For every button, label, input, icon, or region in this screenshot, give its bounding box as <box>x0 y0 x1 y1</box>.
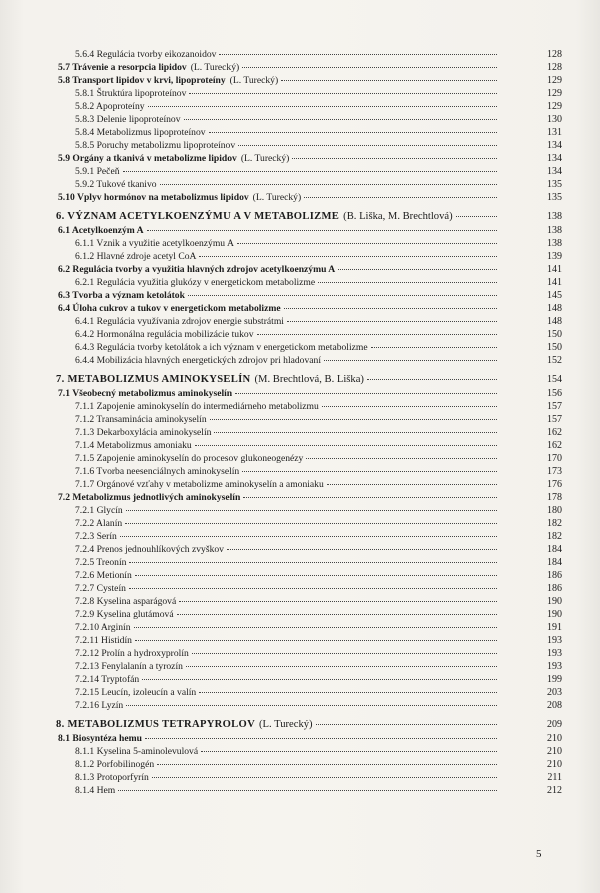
dot-leader <box>371 347 497 348</box>
toc-entry-page: 138 <box>547 225 562 236</box>
dot-leader <box>210 419 497 420</box>
toc-subsection <box>0 126 600 139</box>
page-number: 5 <box>536 848 542 860</box>
toc-subsection <box>0 439 600 452</box>
dot-leader <box>160 184 497 185</box>
toc-entry-page: 203 <box>547 687 562 698</box>
toc-entry-title: 7.2.4 Prenos jednouhlíkových zvyškov <box>75 544 224 555</box>
dot-leader <box>186 666 497 667</box>
toc-entry-title: 7.2.13 Fenylalanín a tyrozín <box>75 661 183 672</box>
dot-leader <box>195 445 497 446</box>
dot-leader <box>322 406 497 407</box>
toc-entry-title: 7.2.2 Alanín <box>75 518 123 529</box>
toc-entry-title: 6.1.2 Hlavné zdroje acetyl CoA <box>75 251 197 262</box>
toc-entry-title: 5.10 Vplyv hormónov na metabolizmus lipidov <box>58 192 249 203</box>
toc-subsection <box>0 673 600 686</box>
toc-entry-page: 130 <box>547 114 562 125</box>
toc-entry-page: 134 <box>547 153 562 164</box>
toc-entry-page: 182 <box>547 531 562 542</box>
toc-entry-page: 186 <box>547 583 562 594</box>
dot-leader <box>237 243 497 244</box>
toc-entry-title: 7.2.8 Kyselina asparágová <box>75 596 177 607</box>
toc-subsection <box>0 113 600 126</box>
toc-entry-page: 193 <box>547 648 562 659</box>
dot-leader <box>152 777 497 778</box>
dot-leader <box>338 269 497 270</box>
toc-entry-page: 173 <box>547 466 562 477</box>
toc-entry-page: 134 <box>547 140 562 151</box>
toc-entry-title: 7.2.7 Cysteín <box>75 583 126 594</box>
toc-section <box>0 387 600 400</box>
toc-entry-page: 129 <box>547 88 562 99</box>
toc-entry-title: 7.1.1 Zapojenie aminokyselín do intermediárneho metabolizmu <box>75 401 319 412</box>
toc-entry-title: 6.1.1 Vznik a využitie acetylkoenzýmu A <box>75 238 234 249</box>
dot-leader <box>242 67 497 68</box>
dot-leader <box>324 360 497 361</box>
dot-leader <box>157 764 497 765</box>
toc-entry-page: 210 <box>547 759 562 770</box>
toc-entry-page: 157 <box>547 414 562 425</box>
toc-entry-page: 210 <box>547 733 562 744</box>
dot-leader <box>227 549 497 550</box>
toc-subsection <box>0 758 600 771</box>
toc-entry-page: 193 <box>547 661 562 672</box>
dot-leader <box>192 653 497 654</box>
toc-entry-page: 184 <box>547 557 562 568</box>
toc-entry-page: 135 <box>547 192 562 203</box>
dot-leader <box>327 484 497 485</box>
toc-entry-page: 191 <box>547 622 562 633</box>
toc-entry-title: 7.2.1 Glycín <box>75 505 123 516</box>
toc-entry-page: 199 <box>547 674 562 685</box>
toc-subsection <box>0 178 600 191</box>
toc-entry-authors: (L. Turecký) <box>259 719 313 730</box>
toc-subsection <box>0 543 600 556</box>
dot-leader <box>281 80 497 81</box>
toc-subsection <box>0 413 600 426</box>
toc-entry-title: 7.2.10 Arginín <box>75 622 131 633</box>
toc-entry-page: 128 <box>547 62 562 73</box>
toc-entry-page: 210 <box>547 746 562 757</box>
dot-leader <box>316 724 497 725</box>
dot-leader <box>199 692 497 693</box>
toc-subsection <box>0 237 600 250</box>
toc-subsection <box>0 452 600 465</box>
toc-entry-page: 154 <box>547 374 562 385</box>
toc-subsection <box>0 139 600 152</box>
toc-entry-title: 6.4.2 Hormonálna regulácia mobilizácie tukov <box>75 329 254 340</box>
toc-entry-page: 138 <box>547 211 562 222</box>
toc-entry-page: 211 <box>547 772 562 783</box>
toc-entry-title: 7.1.6 Tvorba neesenciálnych aminokyselín <box>75 466 240 477</box>
dot-leader <box>292 158 497 159</box>
toc-entry-title: 6.2.1 Regulácia využitia glukózy v energetickom metabolizme <box>75 277 316 288</box>
toc-section <box>0 491 600 504</box>
toc-entry-title: 5.7 Trávenie a resorpcia lipidov <box>58 62 187 73</box>
toc-subsection <box>0 569 600 582</box>
dot-leader <box>242 471 497 472</box>
toc-section <box>0 191 600 204</box>
toc-entry-title: 6.2 Regulácia tvorby a využitia hlavných zdrojov acetylkoenzýmu A <box>58 264 336 275</box>
toc-subsection <box>0 341 600 354</box>
dot-leader <box>118 790 497 791</box>
dot-leader <box>147 230 497 231</box>
toc-entry-page: 180 <box>547 505 562 516</box>
dot-leader <box>177 614 497 615</box>
dot-leader <box>123 171 498 172</box>
toc-section <box>0 263 600 276</box>
dot-leader <box>188 295 497 296</box>
toc-entry-page: 170 <box>547 453 562 464</box>
dot-leader <box>189 93 497 94</box>
dot-leader <box>456 216 497 217</box>
toc-entry-page: 141 <box>547 264 562 275</box>
toc-subsection <box>0 556 600 569</box>
dot-leader <box>199 256 497 257</box>
toc-entry-page: 138 <box>547 238 562 249</box>
toc-entry-title: 7.1.2 Transaminácia aminokyselín <box>75 414 207 425</box>
toc-chapter <box>0 372 600 387</box>
toc-entry-title: 8.1.1 Kyselina 5-aminolevulová <box>75 746 199 757</box>
toc-entry-title: 5.8 Transport lipidov v krvi, lipoproteíny <box>58 75 226 86</box>
dot-leader <box>284 308 497 309</box>
toc-section <box>0 61 600 74</box>
toc-subsection <box>0 48 600 61</box>
toc-section <box>0 74 600 87</box>
dot-leader <box>238 145 497 146</box>
toc-entry-page: 150 <box>547 342 562 353</box>
dot-leader <box>179 601 497 602</box>
toc-subsection <box>0 699 600 712</box>
toc-subsection <box>0 465 600 478</box>
toc-subsection <box>0 660 600 673</box>
toc-entry-title: 8.1 Biosyntéza hemu <box>58 733 142 744</box>
dot-leader <box>304 197 497 198</box>
toc-entry-authors: (M. Brechtlová, B. Liška) <box>254 374 364 385</box>
toc-entry-page: 152 <box>547 355 562 366</box>
toc-entry-page: 209 <box>547 719 562 730</box>
toc-entry-title: 6.1 Acetylkoenzým A <box>58 225 144 236</box>
toc-subsection <box>0 165 600 178</box>
toc-chapter <box>0 209 600 224</box>
toc-entry-authors: (L. Turecký) <box>240 153 290 164</box>
toc-entry-page: 162 <box>547 440 562 451</box>
toc-entry-title: 7.1 Všeobecný metabolizmus aminokyselín <box>58 388 233 399</box>
toc-entry-page: 131 <box>547 127 562 138</box>
toc-subsection <box>0 354 600 367</box>
toc-entry-title: 8. METABOLIZMUS TETRAPYROLOV <box>56 719 256 730</box>
toc-entry-title: 7.2.9 Kyselina glutámová <box>75 609 174 620</box>
toc-entry-title: 6.3 Tvorba a význam ketolátok <box>58 290 185 301</box>
toc-entry-page: 178 <box>547 492 562 503</box>
toc-entry-title: 7.1.3 Dekarboxylácia aminokyselín <box>75 427 212 438</box>
toc-subsection <box>0 100 600 113</box>
dot-leader <box>287 321 497 322</box>
dot-leader <box>184 119 497 120</box>
dot-leader <box>201 751 497 752</box>
dot-leader <box>148 106 497 107</box>
toc-entry-page: 186 <box>547 570 562 581</box>
toc-entry-title: 7.1.5 Zapojenie aminokyselín do procesov glukoneogenézy <box>75 453 304 464</box>
dot-leader <box>125 523 497 524</box>
toc-chapter <box>0 717 600 732</box>
toc-subsection <box>0 530 600 543</box>
toc-subsection <box>0 328 600 341</box>
dot-leader <box>306 458 497 459</box>
toc-entry-page: 212 <box>547 785 562 796</box>
toc-entry-page: 182 <box>547 518 562 529</box>
toc-entry-page: 148 <box>547 316 562 327</box>
toc-entry-page: 135 <box>547 179 562 190</box>
toc-entry-page: 129 <box>547 101 562 112</box>
toc-entry-page: 208 <box>547 700 562 711</box>
table-of-contents <box>0 48 600 797</box>
toc-entry-page: 176 <box>547 479 562 490</box>
toc-entry-page: 184 <box>547 544 562 555</box>
toc-entry-page: 128 <box>547 49 562 60</box>
toc-subsection <box>0 250 600 263</box>
toc-subsection <box>0 608 600 621</box>
toc-entry-title: 5.9 Orgány a tkanivá v metabolizme lipidov <box>58 153 237 164</box>
dot-leader <box>145 738 497 739</box>
dot-leader <box>209 132 497 133</box>
toc-subsection <box>0 582 600 595</box>
toc-section <box>0 152 600 165</box>
toc-entry-authors: (B. Liška, M. Brechtlová) <box>343 211 453 222</box>
dot-leader <box>135 640 497 641</box>
toc-entry-title: 7.2.15 Leucín, izoleucín a valín <box>75 687 197 698</box>
dot-leader <box>126 510 497 511</box>
dot-leader <box>126 705 497 706</box>
toc-subsection <box>0 504 600 517</box>
dot-leader <box>243 497 497 498</box>
dot-leader <box>142 679 497 680</box>
toc-subsection <box>0 595 600 608</box>
toc-entry-authors: (L. Turecký) <box>229 75 279 86</box>
toc-entry-title: 6. VÝZNAM ACETYLKOENZÝMU A V METABOLIZME <box>56 211 340 222</box>
toc-section <box>0 302 600 315</box>
toc-entry-page: 141 <box>547 277 562 288</box>
toc-entry-page: 162 <box>547 427 562 438</box>
toc-entry-page: 129 <box>547 75 562 86</box>
toc-subsection <box>0 621 600 634</box>
toc-entry-title: 6.4.4 Mobilizácia hlavných energetických zdrojov pri hladovaní <box>75 355 321 366</box>
toc-section <box>0 224 600 237</box>
toc-subsection <box>0 634 600 647</box>
toc-section <box>0 289 600 302</box>
toc-section <box>0 732 600 745</box>
dot-leader <box>129 562 497 563</box>
toc-entry-title: 7. METABOLIZMUS AMINOKYSELÍN <box>56 374 251 385</box>
toc-entry-title: 7.2.5 Treonín <box>75 557 127 568</box>
toc-entry-title: 5.8.5 Poruchy metabolizmu lipoproteínov <box>75 140 236 151</box>
toc-entry-title: 7.2.3 Serín <box>75 531 117 542</box>
toc-entry-title: 7.1.4 Metabolizmus amoniaku <box>75 440 192 451</box>
toc-entry-title: 7.2.16 Lyzín <box>75 700 124 711</box>
toc-subsection <box>0 686 600 699</box>
toc-entry-authors: (L. Turecký) <box>252 192 302 203</box>
toc-entry-title: 5.8.2 Apoproteíny <box>75 101 145 112</box>
toc-entry-page: 145 <box>547 290 562 301</box>
toc-entry-title: 7.1.7 Orgánové vzťahy v metabolizme aminokyselín a amoniaku <box>75 479 324 490</box>
toc-entry-page: 193 <box>547 635 562 646</box>
toc-subsection <box>0 784 600 797</box>
dot-leader <box>235 393 497 394</box>
toc-entry-title: 7.2.11 Histidín <box>75 635 132 646</box>
toc-subsection <box>0 517 600 530</box>
toc-entry-page: 156 <box>547 388 562 399</box>
toc-subsection <box>0 647 600 660</box>
toc-subsection <box>0 478 600 491</box>
toc-entry-page: 190 <box>547 609 562 620</box>
dot-leader <box>135 575 497 576</box>
dot-leader <box>120 536 497 537</box>
dot-leader <box>129 588 497 589</box>
toc-entry-page: 157 <box>547 401 562 412</box>
toc-entry-title: 8.1.4 Hem <box>75 785 116 796</box>
toc-entry-page: 139 <box>547 251 562 262</box>
toc-entry-title: 6.4.3 Regulácia tvorby ketolátok a ich význam v energetickom metabolizme <box>75 342 368 353</box>
dot-leader <box>367 379 497 380</box>
toc-entry-title: 8.1.3 Protoporfyrín <box>75 772 149 783</box>
toc-entry-title: 7.2.6 Metionín <box>75 570 132 581</box>
toc-entry-page: 150 <box>547 329 562 340</box>
toc-entry-authors: (L. Turecký) <box>190 62 240 73</box>
dot-leader <box>219 54 497 55</box>
toc-entry-title: 5.8.1 Štruktúra lipoproteínov <box>75 88 187 99</box>
toc-entry-title: 8.1.2 Porfobilinogén <box>75 759 155 770</box>
toc-subsection <box>0 745 600 758</box>
dot-leader <box>257 334 498 335</box>
dot-leader <box>134 627 497 628</box>
toc-entry-page: 190 <box>547 596 562 607</box>
toc-entry-title: 5.9.1 Pečeň <box>75 166 120 177</box>
toc-entry-page: 134 <box>547 166 562 177</box>
toc-subsection <box>0 426 600 439</box>
toc-subsection <box>0 315 600 328</box>
dot-leader <box>318 282 497 283</box>
dot-leader <box>214 432 497 433</box>
toc-entry-title: 6.4 Úloha cukrov a tukov v energetickom metabolizme <box>58 303 281 314</box>
toc-entry-title: 7.2.12 Prolín a hydroxyprolín <box>75 648 189 659</box>
toc-subsection <box>0 400 600 413</box>
toc-entry-title: 7.2 Metabolizmus jednotlivých aminokyselín <box>58 492 241 503</box>
toc-entry-title: 7.2.14 Tryptofán <box>75 674 140 685</box>
toc-entry-title: 5.8.4 Metabolizmus lipoproteínov <box>75 127 206 138</box>
toc-entry-title: 5.9.2 Tukové tkanivo <box>75 179 157 190</box>
toc-subsection <box>0 276 600 289</box>
toc-subsection <box>0 771 600 784</box>
toc-subsection <box>0 87 600 100</box>
toc-entry-title: 5.6.4 Regulácia tvorby eikozanoidov <box>75 49 217 60</box>
toc-entry-page: 148 <box>547 303 562 314</box>
toc-entry-title: 5.8.3 Delenie lipoproteínov <box>75 114 181 125</box>
toc-entry-title: 6.4.1 Regulácia využívania zdrojov energie substrátmi <box>75 316 284 327</box>
